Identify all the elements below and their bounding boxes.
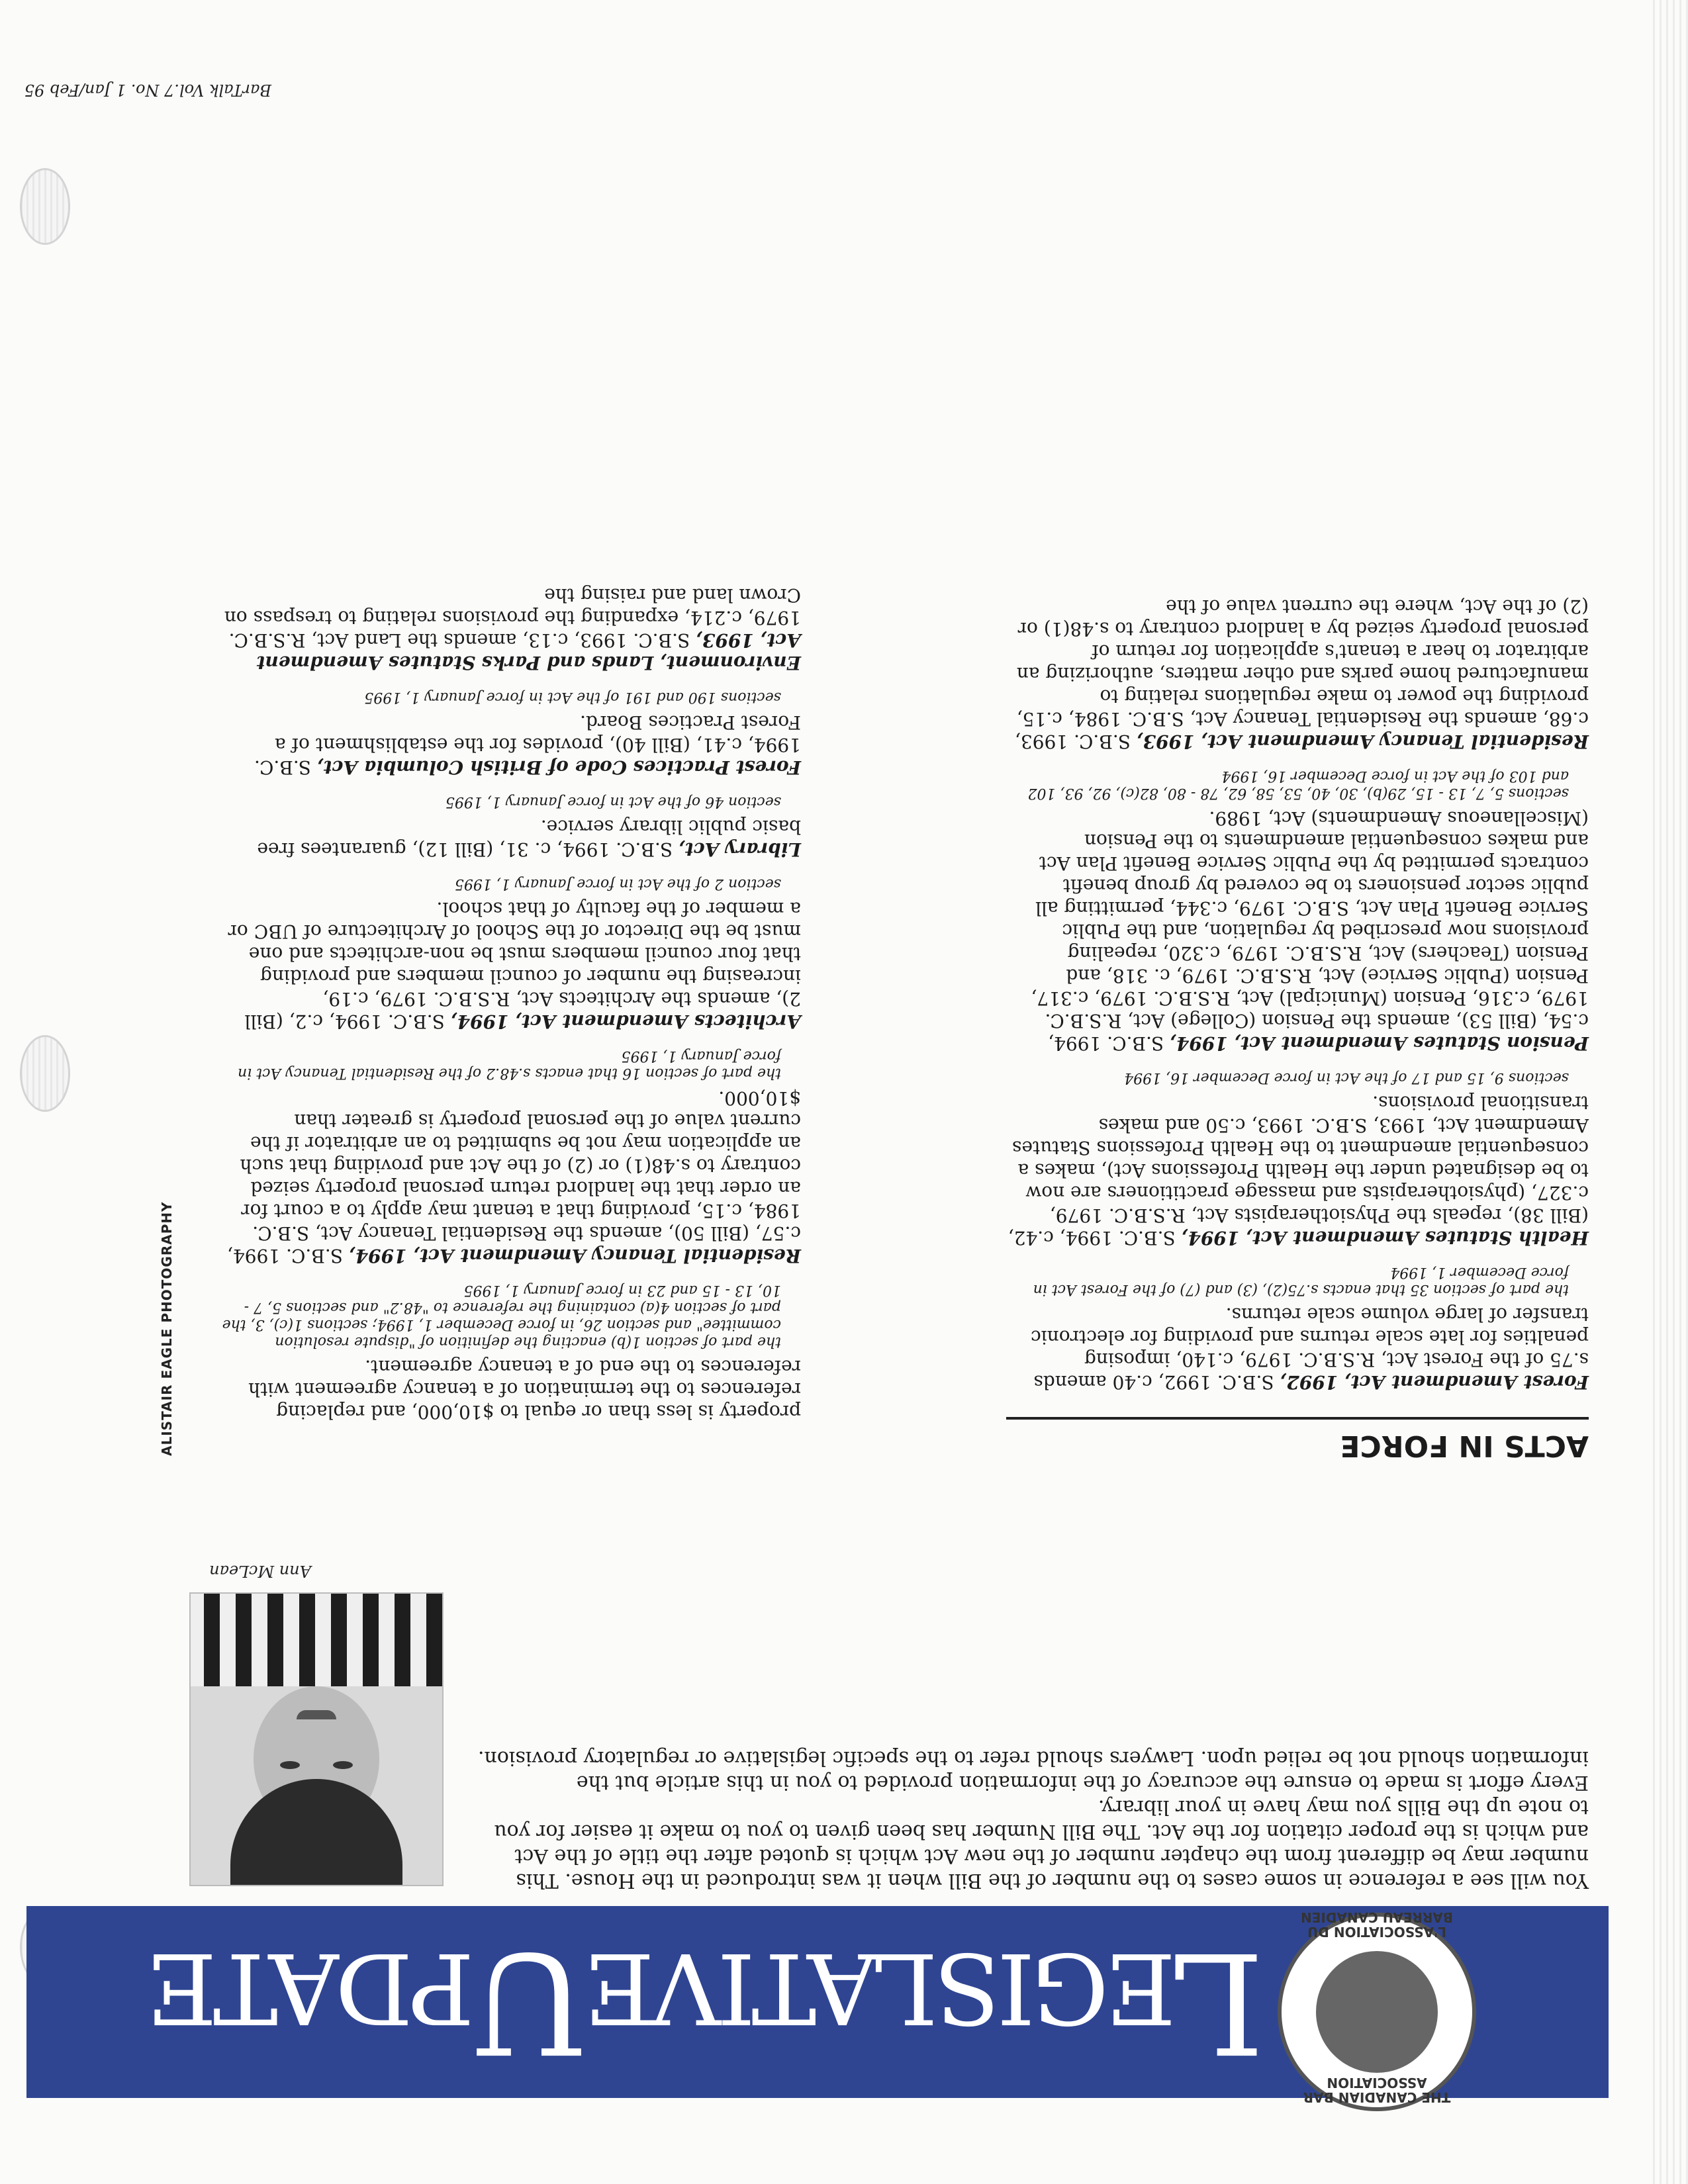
- act-title: Forest Amendment Act, 1992,: [1280, 1371, 1589, 1393]
- act-entry: [218, 688, 801, 778]
- act-note: the part of section 16 that enacts s.48.2 of the Residential Tenancy Act in force January 1, 1995: [238, 1048, 781, 1081]
- photo-caption: Ann McLean: [209, 1562, 311, 1580]
- act-body: property is less than or equal to $10,000, and replacing references to the termination of a tenancy agreement with references to the end of a tenancy agreement.: [248, 1356, 801, 1423]
- act-note: section 2 of the Act in force January 1, 1995: [454, 876, 781, 892]
- intro-paragraph: You will see a reference in some cases to the number of the Bill when it was introduced in the House. This number may be different from the chapter number of the new Act which is quoted after the title of the Act and which is the proper citation for the Act. The Bill Number has been given to you to make it easier for you to note up the Bills you may have in your library.: [494, 1796, 1589, 1892]
- cba-logo: [1278, 1909, 1476, 2111]
- act-note: the part of section 1(b) enacting the definition of "dispute resolution committee" and section 26, in force December 1, 1994; sections 1(c), 3, the part of section 4(a) containing the reference to "48.2" and sections 5, 7 - 10, 13 - 15 and 23 in force January 1, 1995: [222, 1282, 781, 1350]
- right-column: [218, 569, 801, 1423]
- act-entry: [1006, 767, 1589, 1054]
- act-title: Residential Tenancy Amendment Act, 1993,: [1136, 731, 1589, 752]
- intro-text: [477, 1746, 1589, 1893]
- page-edge-stack: [1648, 0, 1688, 2184]
- act-note: section 46 of the Act in force January 1, 1995: [445, 794, 781, 810]
- binding-hole: [20, 1035, 70, 1112]
- logo-text-top: THE CANADIAN BAR ASSOCIATION: [1303, 2075, 1451, 2105]
- act-note: the part of section 35 that enacts s.75(2), (3) and (7) of the Forest Act in force December 1, 1994: [1033, 1264, 1569, 1298]
- act-title: Architects Amendment Act, 1994,: [450, 1011, 801, 1032]
- logo-text-bottom: L'ASSOCIATION DU BARREAU CANADIEN: [1300, 1909, 1454, 1940]
- section-heading: ACTS IN FORCE: [1006, 1417, 1589, 1463]
- act-entry: [218, 793, 801, 860]
- binding-hole: [20, 168, 70, 245]
- act-title: Pension Statutes Amendment Act, 1994,: [1170, 1032, 1589, 1054]
- page-title: LegislativeUpdate: [150, 1921, 1264, 2083]
- act-body: S.B.C. 1994, c.2, (Bill 2), amends the Architects Act, R.S.B.C. 1979, c.19, increasing the number of council members and providing that four council members must be non-architects and one must be the Director of the School of Architecture of UBC or a member of the faculty of that school.: [228, 898, 801, 1032]
- act-body: S.B.C. 1994, c. 31, (Bill 12), guarantees free basic public library service.: [257, 816, 801, 860]
- act-title: Environment, Lands and Parks Statutes Amendment Act, 1993,: [256, 629, 801, 674]
- author-photo: [189, 1592, 444, 1886]
- act-body: S.B.C. 1994, c.57, (Bill 50), amends the Residential Tenancy Act, S.B.C. 1984, c.15, providing that a tenant may apply to a court for an order that the landlord return personal property seized contrary to s.48(1) or (2) of the Act and providing that such an application may not be submitted to an arbitrator if the current value of the personal property is greater than $10,000.: [226, 1087, 801, 1267]
- intro-paragraph: Every effort is made to ensure the accuracy of the information provided to you in this article but the information should not be relied upon. Lawyers should refer to the specific legislative or regulatory provision.: [477, 1747, 1589, 1794]
- act-entry: [1006, 1263, 1589, 1393]
- act-body: S.B.C. 1994, c.41, (Bill 40), provides for the establishment of a Forest Practices Board.: [254, 711, 801, 778]
- page-footer: BarTalk Vol.7 No. 1 Jan/Feb 95: [24, 81, 271, 99]
- act-body: S.B.C. 1992, c.40 amends s.75 of the Forest Act, R.S.B.C. 1979, c.140, imposing penalties for late scale returns and providing for electronic transfer of large volume scale returns.: [1031, 1304, 1589, 1393]
- act-title: Residential Tenancy Amendment Act, 1994,: [348, 1245, 801, 1267]
- act-entry: [1006, 1069, 1589, 1249]
- photo-credit: ALISTAIR EAGLE PHOTOGRAPHY: [159, 1201, 175, 1456]
- act-entry: [218, 584, 801, 674]
- scales-icon: [1316, 1951, 1438, 2073]
- act-body: S.B.C. 1993, c.68, amends the Residential Tenancy Act, S.B.C. 1984, c.15, providing the power to make regulations relating to manufactured home parks and other matters, authorizing an arbitrator to hear a tenant's application for return of personal property seized by a landlord contrary to s.48(1) or (2) of the Act, where the current value of the: [1014, 596, 1589, 752]
- act-note: sections 190 and 191 of the Act in force January 1, 1995: [364, 689, 781, 705]
- act-entry: [218, 875, 801, 1032]
- left-column: [1006, 580, 1589, 1393]
- act-body: S.B.C. 1994, c.42, (Bill 38), repeals the Physiotherapists Act, R.S.B.C. 1979, c.327, (physiotherapists and massage practitioners are now to be designated under the Health Professions Act), makes a consequential amendment to the Health Professions Statutes Amendment Act, 1993, S.B.C. 1993, c.50 and makes transitional provisions.: [1008, 1092, 1589, 1249]
- act-note: sections 9, 15 and 17 of the Act in force December 16, 1994: [1124, 1069, 1569, 1086]
- act-note: sections 5, 7, 13 - 15, 29(b), 30, 40, 53, 58, 62, 78 - 80, 82(c), 92, 93, 102 and 103 of the Act in force December 16, 1994: [1027, 768, 1569, 801]
- act-body: S.B.C. 1993, c.13, amends the Land Act, R.S.B.C. 1979, c.214, expanding the provisions relating to trespass on Crown land and raising the: [224, 584, 801, 651]
- act-entry: [218, 1047, 801, 1267]
- act-title: Library Act,: [678, 839, 801, 860]
- act-title: Health Statutes Amendment Act, 1994,: [1181, 1227, 1589, 1249]
- act-body: S.B.C. 1994, c.54, (Bill 53), amends the Pension (College) Act, R.S.B.C. 1979, c.316, Pension (Municipal) Act, R.S.B.C. 1979, c.317, Pension (Public Service) Act, R.S.B.C. 1979, c. 318, and Pension (Teachers) Act, R.S.B.C. 1979, c.320, repealing provisions now prescribed by regulation, and the Public Service Benefit Plan Act, S.B.C. 1979, c.344, permitting all public sector pensioners to be covered by group benefit contracts permitted by the Public Service Benefit Plan Act and makes consequential amendments to the Pension (Miscellaneous Amendments) Act, 1989.: [1031, 807, 1589, 1054]
- act-entry: [218, 1281, 801, 1423]
- act-title: Forest Practices Code of British Columbia Act,: [316, 756, 801, 778]
- act-entry: [1006, 595, 1589, 752]
